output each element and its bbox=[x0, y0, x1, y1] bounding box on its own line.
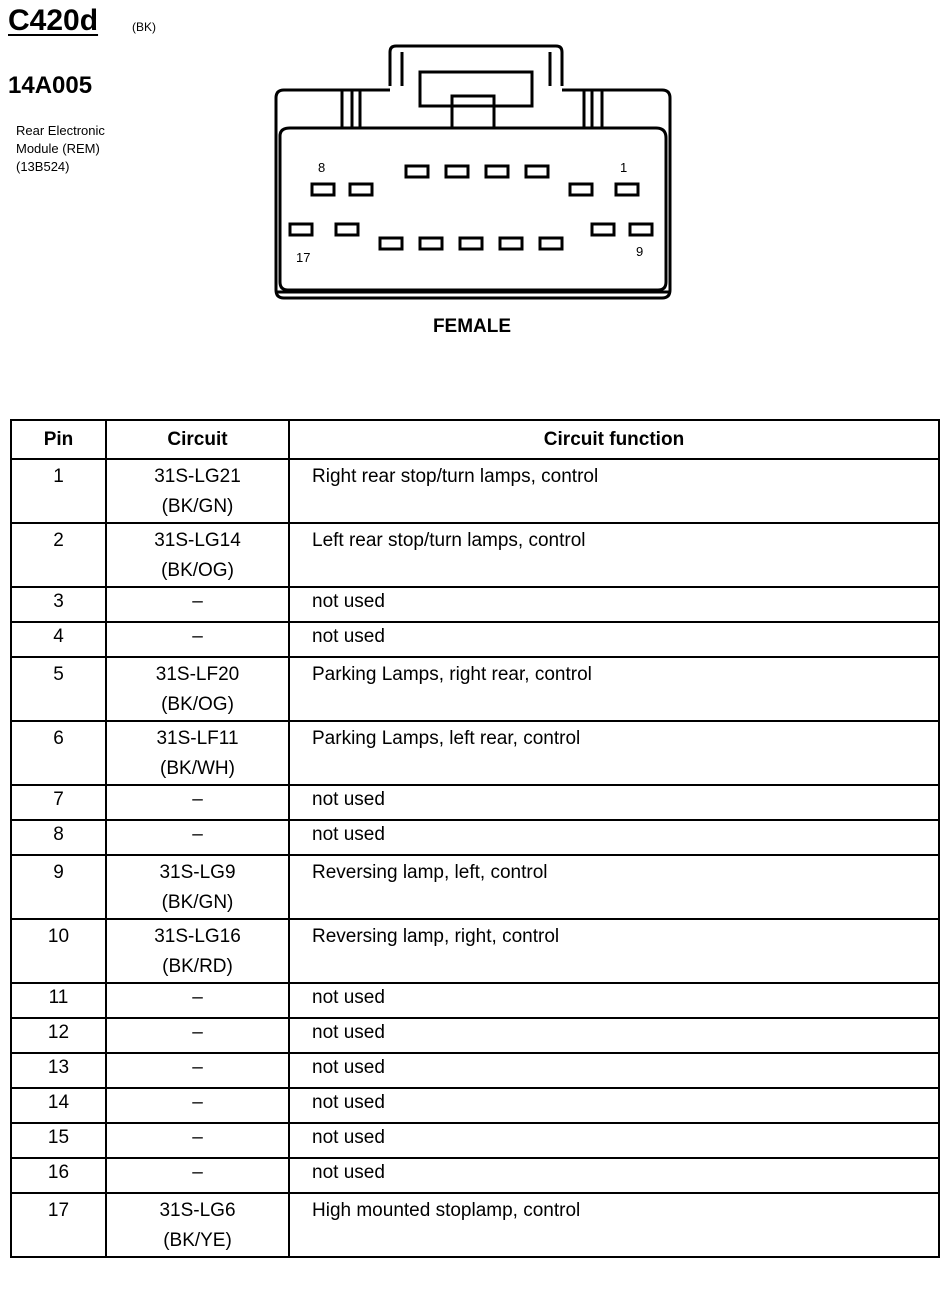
circuit-id: – bbox=[192, 626, 203, 647]
connector-latch-tab bbox=[452, 96, 494, 128]
circuit-cell bbox=[106, 587, 289, 622]
table-row bbox=[11, 1123, 939, 1158]
pin-number: 16 bbox=[11, 1158, 106, 1193]
pin-number: 12 bbox=[11, 1018, 106, 1053]
circuit-function: Reversing lamp, right, control bbox=[289, 919, 939, 983]
table-row bbox=[11, 622, 939, 657]
circuit-function: not used bbox=[289, 587, 939, 622]
module-name-line: Rear Electronic bbox=[16, 123, 105, 138]
circuit-function: Parking Lamps, right rear, control bbox=[289, 657, 939, 721]
pin-cavity bbox=[592, 224, 614, 235]
pin-number: 10 bbox=[11, 919, 106, 983]
circuit-cell bbox=[106, 1088, 289, 1123]
pin-cavity bbox=[446, 166, 468, 177]
circuit-id: 31S-LG14 bbox=[154, 530, 241, 551]
table-row bbox=[11, 1158, 939, 1193]
circuit-function: not used bbox=[289, 1018, 939, 1053]
pin-cavity bbox=[460, 238, 482, 249]
pin-cavity bbox=[350, 184, 372, 195]
circuit-id: – bbox=[192, 1092, 203, 1113]
pin-number: 3 bbox=[11, 587, 106, 622]
circuit-function: not used bbox=[289, 785, 939, 820]
connector-id: C420d bbox=[8, 4, 99, 37]
pin-cavity bbox=[526, 166, 548, 177]
pin-cavity bbox=[616, 184, 638, 195]
circuit-id: – bbox=[192, 824, 203, 845]
module-name-line: (13B524) bbox=[16, 159, 70, 174]
pin-cavity bbox=[312, 184, 334, 195]
circuit-cell bbox=[106, 721, 289, 785]
circuit-function: not used bbox=[289, 1123, 939, 1158]
pin-cavity bbox=[420, 238, 442, 249]
pin-cavity bbox=[540, 238, 562, 249]
pin-table bbox=[10, 419, 940, 1258]
connector-color: (BK) bbox=[132, 20, 156, 34]
pin-number: 11 bbox=[11, 983, 106, 1018]
circuit-function: not used bbox=[289, 622, 939, 657]
table-row bbox=[11, 785, 939, 820]
circuit-cell bbox=[106, 1053, 289, 1088]
pin-label-8: 8 bbox=[318, 160, 326, 175]
table-row bbox=[11, 459, 939, 523]
circuit-id: – bbox=[192, 1022, 203, 1043]
table-row bbox=[11, 919, 939, 983]
wire-color: (BK/RD) bbox=[162, 956, 233, 977]
circuit-id: 31S-LG6 bbox=[159, 1200, 236, 1221]
circuit-cell bbox=[106, 983, 289, 1018]
pin-cavity bbox=[380, 238, 402, 249]
pin-cavities bbox=[290, 166, 652, 249]
wire-color: (BK/OG) bbox=[161, 560, 234, 581]
gender-label: FEMALE bbox=[432, 316, 512, 337]
table-row bbox=[11, 1018, 939, 1053]
circuit-cell bbox=[106, 523, 289, 587]
pin-number: 7 bbox=[11, 785, 106, 820]
circuit-function: Right rear stop/turn lamps, control bbox=[289, 459, 939, 523]
pin-label-1: 1 bbox=[620, 160, 628, 175]
circuit-cell bbox=[106, 1193, 289, 1257]
circuit-id: – bbox=[192, 591, 203, 612]
circuit-id: 31S-LG16 bbox=[154, 926, 241, 947]
pin-label-9: 9 bbox=[636, 244, 644, 259]
circuit-function: Reversing lamp, left, control bbox=[289, 855, 939, 919]
circuit-cell bbox=[106, 820, 289, 855]
wire-color: (BK/OG) bbox=[161, 694, 234, 715]
pin-number: 5 bbox=[11, 657, 106, 721]
pin-number: 17 bbox=[11, 1193, 106, 1257]
circuit-function: High mounted stoplamp, control bbox=[289, 1193, 939, 1257]
table-row bbox=[11, 657, 939, 721]
wire-color: (BK/GN) bbox=[161, 892, 234, 913]
wire-color: (BK/WH) bbox=[160, 758, 235, 779]
pin-table-body bbox=[11, 459, 939, 1257]
circuit-cell bbox=[106, 1158, 289, 1193]
table-row bbox=[11, 587, 939, 622]
circuit-function: Left rear stop/turn lamps, control bbox=[289, 523, 939, 587]
pin-number: 1 bbox=[11, 459, 106, 523]
circuit-id: 31S-LF20 bbox=[155, 664, 240, 685]
circuit-function: not used bbox=[289, 983, 939, 1018]
column-header-function: Circuit function bbox=[289, 420, 939, 459]
column-header-pin: Pin bbox=[11, 420, 106, 459]
pin-cavity bbox=[570, 184, 592, 195]
circuit-cell bbox=[106, 1123, 289, 1158]
circuit-function: not used bbox=[289, 1158, 939, 1193]
circuit-cell bbox=[106, 919, 289, 983]
connector-inner-face bbox=[280, 128, 666, 290]
pin-number: 6 bbox=[11, 721, 106, 785]
table-row bbox=[11, 983, 939, 1018]
circuit-id: – bbox=[192, 1127, 203, 1148]
table-header-row bbox=[11, 420, 939, 459]
circuit-id: 31S-LG21 bbox=[154, 466, 241, 487]
circuit-id: – bbox=[192, 789, 203, 810]
table-row bbox=[11, 1053, 939, 1088]
pin-cavity bbox=[486, 166, 508, 177]
pin-cavity bbox=[406, 166, 428, 177]
pin-label-17: 17 bbox=[296, 250, 311, 265]
table-row bbox=[11, 855, 939, 919]
pin-number: 14 bbox=[11, 1088, 106, 1123]
table-row bbox=[11, 1193, 939, 1257]
pin-cavity bbox=[336, 224, 358, 235]
pin-cavity bbox=[630, 224, 652, 235]
pin-number: 8 bbox=[11, 820, 106, 855]
table-row bbox=[11, 1088, 939, 1123]
circuit-cell bbox=[106, 855, 289, 919]
circuit-cell bbox=[106, 622, 289, 657]
circuit-id: – bbox=[192, 1057, 203, 1078]
circuit-cell bbox=[106, 1018, 289, 1053]
circuit-function: not used bbox=[289, 1088, 939, 1123]
module-name bbox=[16, 122, 156, 176]
circuit-cell bbox=[106, 785, 289, 820]
circuit-function: not used bbox=[289, 820, 939, 855]
circuit-id: – bbox=[192, 1162, 203, 1183]
pin-cavity bbox=[500, 238, 522, 249]
circuit-id: 31S-LG9 bbox=[159, 862, 236, 883]
pin-number: 15 bbox=[11, 1123, 106, 1158]
part-number: 14A005 bbox=[8, 72, 93, 99]
module-name-line: Module (REM) bbox=[16, 141, 100, 156]
circuit-cell bbox=[106, 657, 289, 721]
connector-latch-window bbox=[420, 72, 532, 106]
circuit-id: 31S-LF11 bbox=[156, 728, 239, 749]
pin-number: 2 bbox=[11, 523, 106, 587]
circuit-function: not used bbox=[289, 1053, 939, 1088]
connector-latch bbox=[390, 46, 562, 86]
pin-cavity bbox=[290, 224, 312, 235]
pin-number: 9 bbox=[11, 855, 106, 919]
circuit-id: – bbox=[192, 987, 203, 1008]
table-row bbox=[11, 721, 939, 785]
circuit-function: Parking Lamps, left rear, control bbox=[289, 721, 939, 785]
table-row bbox=[11, 820, 939, 855]
column-header-circuit: Circuit bbox=[106, 420, 289, 459]
pin-number: 4 bbox=[11, 622, 106, 657]
table-row bbox=[11, 523, 939, 587]
wire-color: (BK/YE) bbox=[163, 1230, 232, 1251]
wire-color: (BK/GN) bbox=[161, 496, 234, 517]
connector-face-diagram bbox=[260, 40, 680, 310]
pin-number: 13 bbox=[11, 1053, 106, 1088]
circuit-cell bbox=[106, 459, 289, 523]
